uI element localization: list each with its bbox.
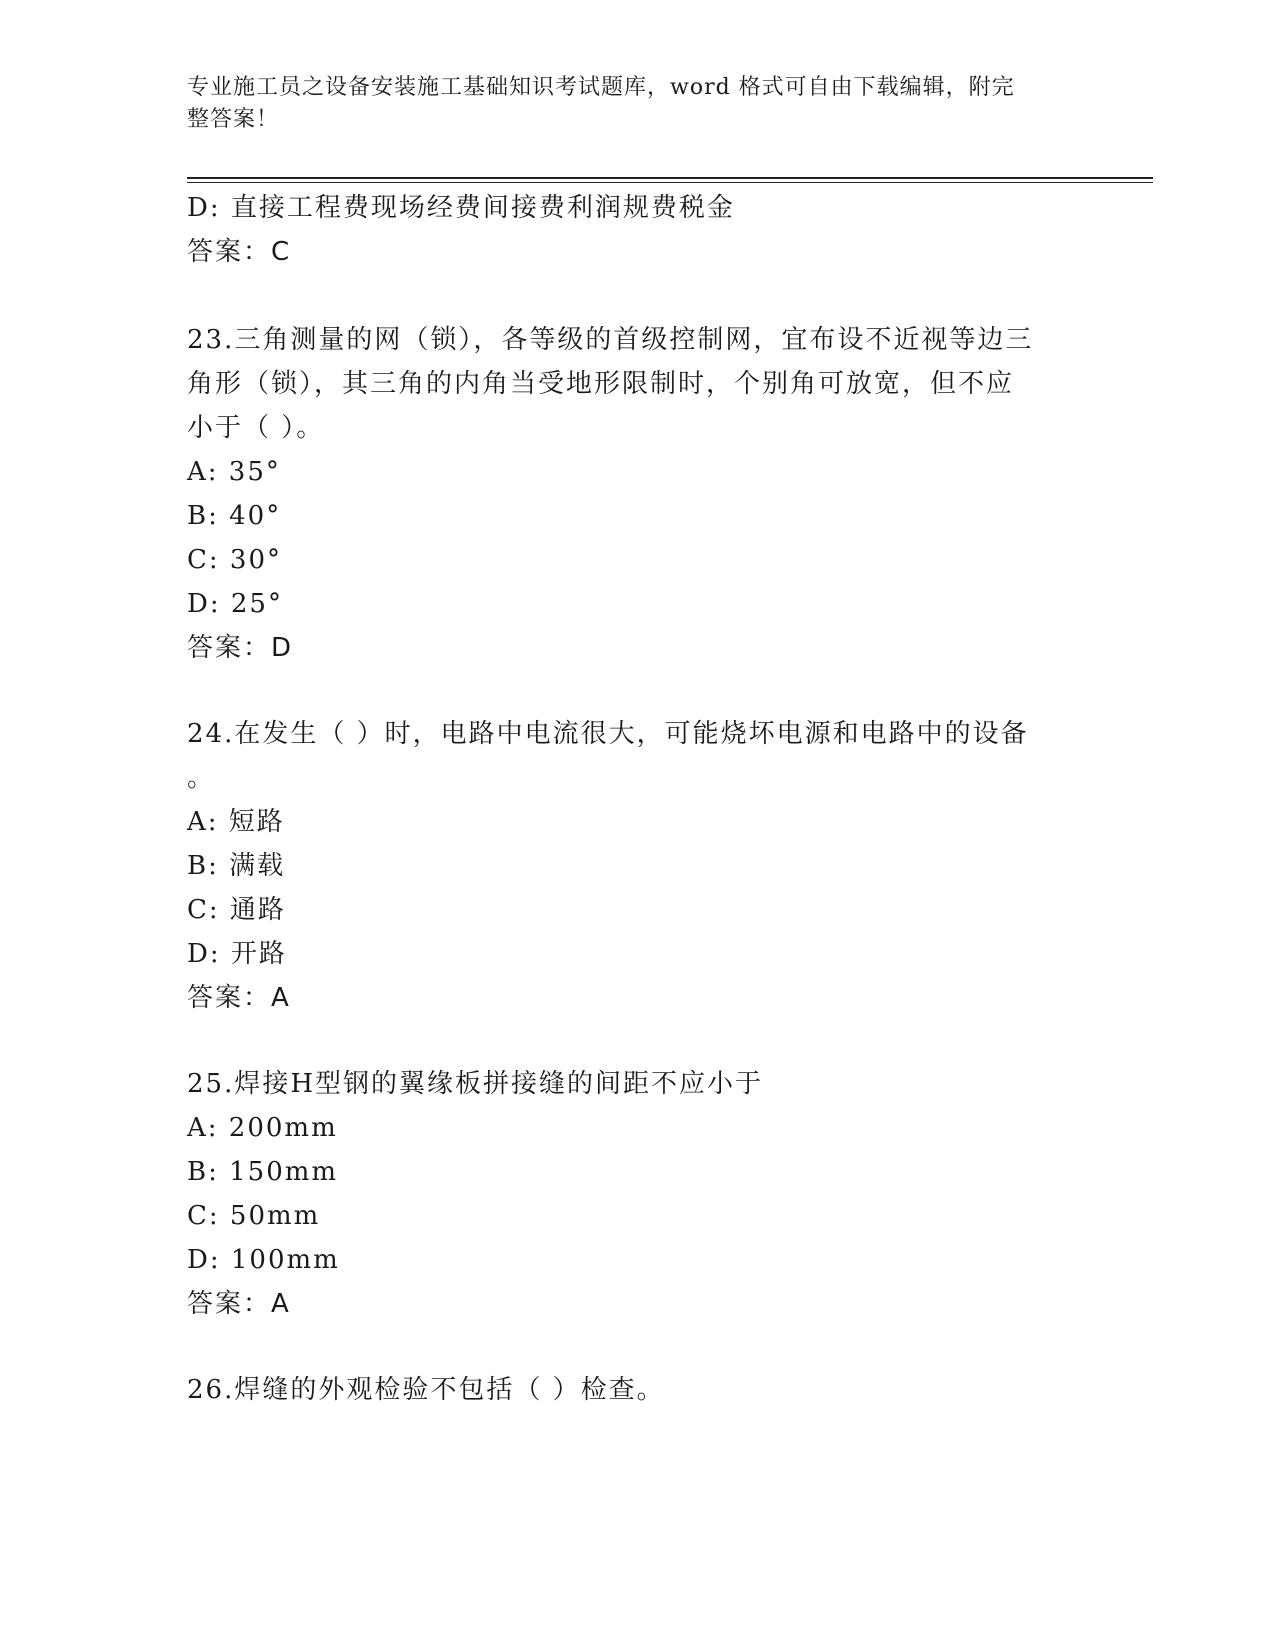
q25-text-line-1: 25.焊接H型钢的翼缘板拼接缝的间距不应小于: [187, 1069, 764, 1099]
q25-answer: 答案：A: [187, 1289, 291, 1319]
header-divider-thick: [187, 177, 1153, 179]
q24-option-d: D: 开路: [187, 939, 287, 969]
q26-text-line-1: 26.焊缝的外观检验不包括（ ）检查。: [187, 1375, 665, 1405]
q23-text-line-2: 角形（锁），其三角的内角当受地形限制时，个别角可放宽，但不应: [187, 369, 1015, 399]
header-line-1: 专业施工员之设备安装施工基础知识考试题库，word 格式可自由下载编辑，附完: [187, 75, 1015, 100]
q24-option-c: C: 通路: [187, 895, 286, 925]
q23-option-a: A: 35°: [187, 457, 281, 487]
q23-text-line-1: 23.三角测量的网（锁），各等级的首级控制网，宜布设不近视等边三: [187, 325, 1034, 355]
q24-option-a: A: 短路: [187, 807, 285, 837]
q24-answer: 答案：A: [187, 983, 291, 1013]
q25-option-c: C: 50mm: [187, 1201, 321, 1231]
q25-option-d: D: 100mm: [187, 1245, 340, 1275]
q25-option-b: B: 150mm: [187, 1157, 339, 1187]
q24-text-line-1: 24.在发生（ ）时，电路中电流很大，可能烧坏电源和电路中的设备: [187, 719, 1029, 749]
q24-option-b: B: 满载: [187, 851, 286, 881]
q25-option-a: A: 200mm: [187, 1113, 338, 1143]
q24-text-line-2: 。: [187, 763, 216, 793]
prev-answer: 答案：C: [187, 237, 292, 267]
q23-answer: 答案：D: [187, 633, 294, 663]
q23-option-d: D: 25°: [187, 589, 283, 619]
q23-option-c: C: 30°: [187, 545, 283, 575]
q23-option-b: B: 40°: [187, 501, 282, 531]
prev-option-d: D: 直接工程费现场经费间接费利润规费税金: [187, 193, 735, 223]
header-line-2: 整答案！: [187, 107, 280, 132]
header-divider-thin: [187, 182, 1153, 183]
q23-text-line-3: 小于（ ）。: [187, 413, 325, 443]
document-header: [187, 72, 1067, 136]
